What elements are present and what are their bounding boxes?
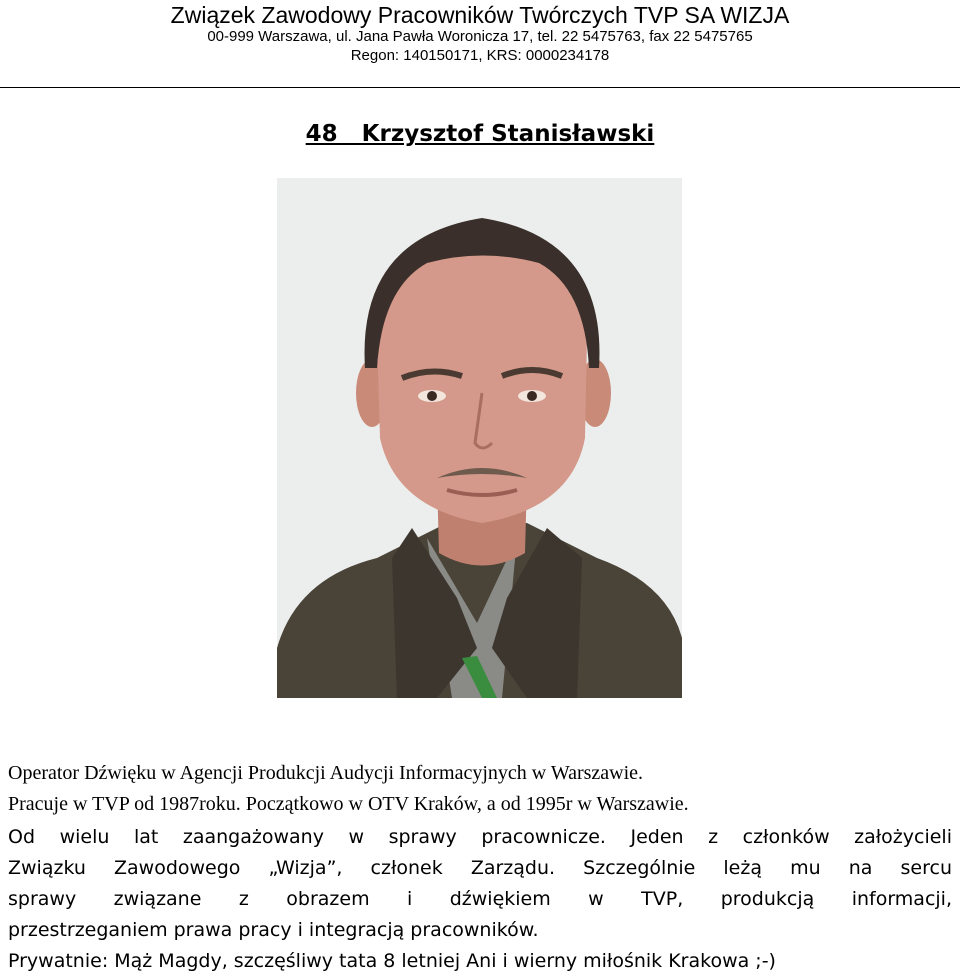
bio-line-2: Związku Zawodowego „Wizja”, członek Zarządu. Szczególnie leżą mu na sercu — [8, 857, 952, 879]
bio-paragraph — [8, 822, 952, 977]
portrait-photo — [277, 178, 682, 698]
bio-employment: Pracuje w TVP od 1987roku. Początkowo w OTV Kraków, a od 1995r w Warszawie. — [8, 793, 689, 815]
bio-line-3: sprawy związane z obrazem i dźwiękiem w TVP, produkcją informacji, — [8, 888, 952, 910]
bio-line-4: przestrzeganiem prawa pracy i integracją pracowników. — [8, 919, 539, 941]
header-divider — [0, 87, 960, 88]
bio-position: Operator Dźwięku w Agencji Produkcji Audycji Informacyjnych w Warszawie. — [8, 762, 644, 784]
page-title: 48 Krzysztof Stanisławski — [305, 121, 655, 147]
bio-line-1: Od wielu lat zaangażowany w sprawy pracownicze. Jeden z członków założycieli — [8, 826, 952, 848]
org-name: Związek Zawodowy Pracowników Twórczych TVP SA WIZJA — [170, 2, 790, 28]
bio-private: Prywatnie: Mąż Magdy, szczęśliwy tata 8 letniej Ani i wierny miłośnik Krakowa ;-) — [8, 950, 776, 972]
portrait-icon — [277, 178, 682, 698]
org-regon: Regon: 140150171, KRS: 0000234178 — [350, 47, 610, 64]
org-address: 00-999 Warszawa, ul. Jana Pawła Woronicza 17, tel. 22 5475763, fax 22 5475765 — [207, 28, 753, 45]
